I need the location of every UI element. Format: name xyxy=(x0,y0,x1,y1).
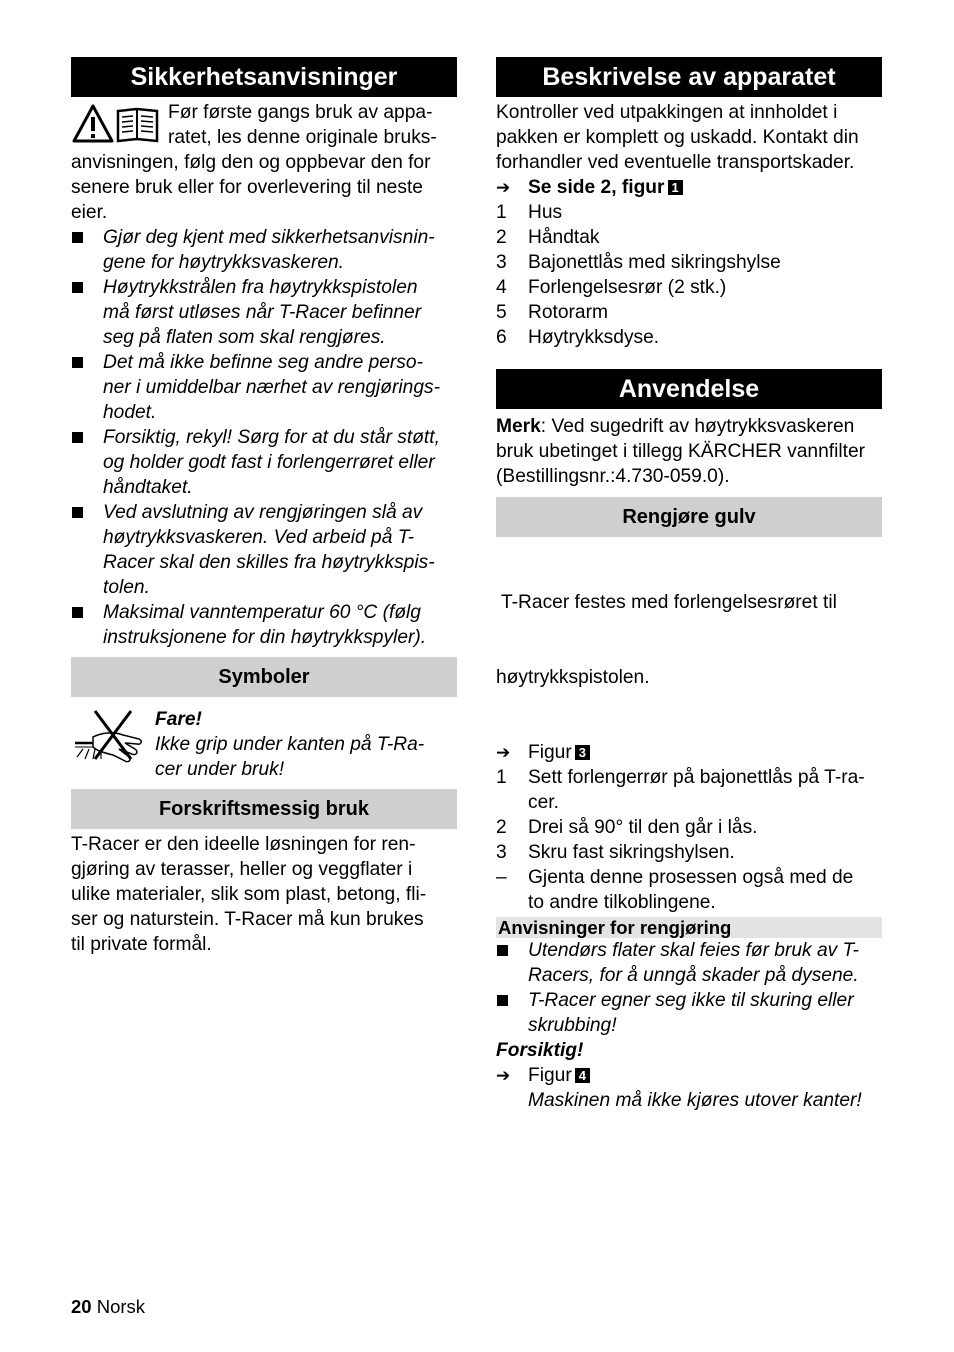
description-heading: Beskrivelse av apparatet xyxy=(496,57,882,97)
text-line: til private formål. xyxy=(71,934,212,955)
steps-list xyxy=(496,765,882,915)
item-number: 4 xyxy=(496,277,507,298)
intro-line: anvisningen, følg den og oppbevar den for xyxy=(71,152,431,173)
usage-heading: Anvendelse xyxy=(496,369,882,409)
step-number: 3 xyxy=(496,842,507,863)
bullet-line: hodet. xyxy=(103,402,157,423)
list-item xyxy=(496,275,882,300)
item-text: Håndtak xyxy=(528,227,600,248)
bullet-line: håndtaket. xyxy=(103,477,193,498)
bullet-line: høytrykksvaskeren. Ved arbeid på T- xyxy=(103,527,415,548)
intended-use-text xyxy=(71,832,457,957)
figure-badge: 1 xyxy=(668,180,683,195)
item-text: Rotorarm xyxy=(528,302,608,323)
square-bullet-icon xyxy=(497,945,508,956)
caution-label: Forsiktig! xyxy=(496,1040,584,1061)
bullet-line: Maksimal vanntemperatur 60 °C (følg xyxy=(103,602,421,623)
item-text: Høytrykksdyse. xyxy=(528,327,660,348)
list-item xyxy=(496,938,882,988)
bullet-line: må først utløses når T-Racer befinner xyxy=(103,302,422,323)
intro-line: ratet, les denne originale bruks- xyxy=(168,127,437,148)
list-item xyxy=(71,500,457,600)
list-item xyxy=(496,325,882,350)
list-item xyxy=(496,865,882,915)
right-column xyxy=(496,57,882,1113)
square-bullet-icon xyxy=(72,357,83,368)
list-item xyxy=(71,425,457,500)
item-text: Bajonettlås med sikringshylse xyxy=(528,252,781,273)
list-item xyxy=(496,200,882,225)
intro-line: Før første gangs bruk av appa- xyxy=(168,102,433,123)
cleaning-instructions-heading: Anvisninger for rengjøring xyxy=(496,917,882,938)
text-line: T-Racer er den ideelle løsningen for ren- xyxy=(71,834,416,855)
see-figure-ref xyxy=(496,175,882,200)
arrow-right-icon: ➔ xyxy=(496,1066,511,1085)
step-text: Sett forlengerrør på bajonettlås på T-ra- xyxy=(528,767,865,788)
hand-prohibited-icon xyxy=(73,709,145,765)
list-item xyxy=(71,225,457,275)
note-text xyxy=(496,414,882,489)
list-item xyxy=(71,350,457,425)
list-item xyxy=(496,765,882,815)
step-text: Gjenta denne prosessen også med de xyxy=(528,867,854,888)
safety-bullet-list xyxy=(71,225,457,650)
text-line: ulike materialer, slik som plast, betong, fli- xyxy=(71,884,427,905)
figure-label: Figur xyxy=(528,742,572,763)
item-number: 6 xyxy=(496,327,507,348)
list-item xyxy=(496,840,882,865)
text-line: gjøring av terasser, heller og veggflater i xyxy=(71,859,413,880)
bullet-line: Utendørs flater skal feies før bruk av T- xyxy=(528,940,859,961)
text-line: Kontroller ved utpakkingen at innholdet i xyxy=(496,102,838,123)
list-item xyxy=(71,275,457,350)
text-line: T-Racer festes med forlengelsesrøret til xyxy=(496,592,837,613)
see-page-text: Se side 2, figur xyxy=(528,177,665,198)
intro-line: eier. xyxy=(71,202,108,223)
square-bullet-icon xyxy=(72,432,83,443)
step-text: to andre tilkoblingene. xyxy=(528,892,716,913)
text-line: forhandler ved eventuelle transportskader. xyxy=(496,152,855,173)
safety-intro xyxy=(71,100,457,225)
parts-list xyxy=(496,200,882,350)
floor-text xyxy=(496,540,882,740)
language-label: Norsk xyxy=(96,1296,146,1317)
step-number: – xyxy=(496,867,507,888)
bullet-line: instruksjonene for din høytrykkspyler). xyxy=(103,627,427,648)
page-footer xyxy=(71,1294,145,1319)
danger-text: cer under bruk! xyxy=(155,759,285,780)
square-bullet-icon xyxy=(72,607,83,618)
text-line: : Ved sugedrift av høytrykksvaskeren xyxy=(540,416,855,437)
square-bullet-icon xyxy=(497,995,508,1006)
list-item xyxy=(496,988,882,1038)
intro-line: senere bruk eller for overlevering til neste xyxy=(71,177,423,198)
danger-symbol-block xyxy=(71,707,457,780)
text-line: (Bestillingsnr.:4.730-059.0). xyxy=(496,466,730,487)
list-item xyxy=(496,225,882,250)
item-number: 1 xyxy=(496,202,507,223)
danger-title: Fare! xyxy=(155,709,202,730)
bullet-line: gene for høytrykksvaskeren. xyxy=(103,252,345,273)
description-text xyxy=(496,100,882,175)
figure-label: Figur xyxy=(528,1065,572,1086)
step-text: cer. xyxy=(528,792,559,813)
safety-heading: Sikkerhetsanvisninger xyxy=(71,57,457,97)
step-number: 2 xyxy=(496,817,507,838)
text-line: bruk ubetinget i tillegg KÄRCHER vannfilter xyxy=(496,441,866,462)
figure-ref xyxy=(496,1063,882,1113)
caution-text: Maskinen må ikke kjøres utover kanter! xyxy=(528,1090,862,1111)
bullet-line: ner i umiddelbar nærhet av rengjørings- xyxy=(103,377,440,398)
text-line: høytrykkspistolen. xyxy=(496,667,650,688)
bullet-line: Høytrykkstrålen fra høytrykkspistolen xyxy=(103,277,418,298)
list-item xyxy=(496,815,882,840)
item-number: 2 xyxy=(496,227,507,248)
warning-manual-icon xyxy=(71,103,161,145)
bullet-line: tolen. xyxy=(103,577,150,598)
bullet-line: Gjør deg kjent med sikkerhetsanvisnin- xyxy=(103,227,435,248)
item-number: 5 xyxy=(496,302,507,323)
step-text: Drei så 90° til den går i lås. xyxy=(528,817,758,838)
item-text: Hus xyxy=(528,202,563,223)
intended-use-heading: Forskriftsmessig bruk xyxy=(71,789,457,829)
item-number: 3 xyxy=(496,252,507,273)
step-text: Skru fast sikringshylsen. xyxy=(528,842,735,863)
bullet-line: Racers, for å unngå skader på dysene. xyxy=(528,965,859,986)
page-number: 20 xyxy=(71,1296,92,1317)
list-item xyxy=(496,250,882,275)
square-bullet-icon xyxy=(72,507,83,518)
bullet-line: Forsiktig, rekyl! Sørg for at du står støtt, xyxy=(103,427,440,448)
arrow-right-icon: ➔ xyxy=(496,743,511,762)
text-line: pakken er komplett og uskadd. Kontakt din xyxy=(496,127,859,148)
left-column xyxy=(71,57,457,957)
text-line: ser og naturstein. T-Racer må kun brukes xyxy=(71,909,424,930)
item-text: Forlengelsesrør (2 stk.) xyxy=(528,277,727,298)
bullet-line: Racer skal den skilles fra høytrykkspis- xyxy=(103,552,435,573)
figure-badge: 4 xyxy=(575,1068,590,1083)
step-number: 1 xyxy=(496,767,507,788)
figure-badge: 3 xyxy=(575,745,590,760)
bullet-line: og holder godt fast i forlengerrøret eller xyxy=(103,452,435,473)
arrow-right-icon: ➔ xyxy=(496,178,511,197)
bullet-line: Det må ikke befinne seg andre perso- xyxy=(103,352,423,373)
danger-text: Ikke grip under kanten på T-Ra- xyxy=(155,734,425,755)
bullet-line: Ved avslutning av rengjøringen slå av xyxy=(103,502,423,523)
bullet-line: seg på flaten som skal rengjøres. xyxy=(103,327,386,348)
list-item xyxy=(496,300,882,325)
square-bullet-icon xyxy=(72,232,83,243)
square-bullet-icon xyxy=(72,282,83,293)
bullet-line: skrubbing! xyxy=(528,1015,617,1036)
clean-floor-heading: Rengjøre gulv xyxy=(496,497,882,537)
figure-ref xyxy=(496,740,882,765)
list-item xyxy=(71,600,457,650)
note-label: Merk xyxy=(496,416,541,437)
bullet-line: T-Racer egner seg ikke til skuring eller xyxy=(528,990,854,1011)
symbols-heading: Symboler xyxy=(71,657,457,697)
cleaning-bullet-list xyxy=(496,938,882,1038)
